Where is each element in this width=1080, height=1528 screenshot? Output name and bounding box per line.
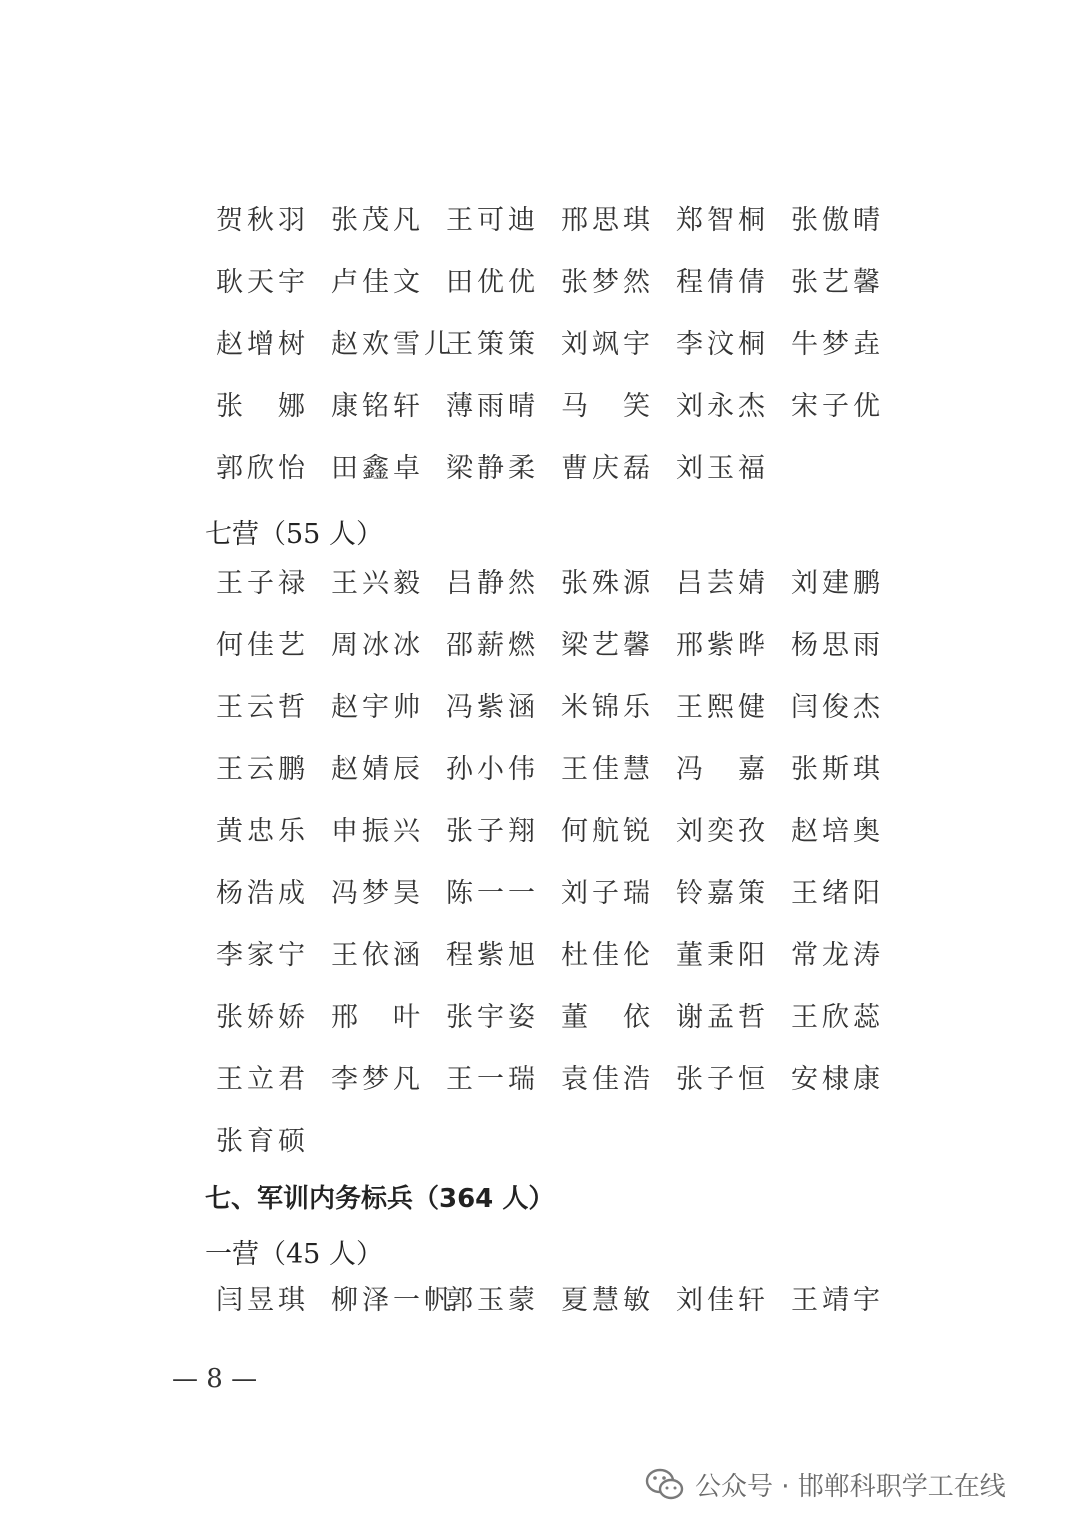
name-cell: 曹庆磊 [561,452,654,484]
name-cell: 闫俊杰 [791,691,884,723]
name-cell: 邵薪燃 [446,629,539,661]
name-row [216,611,906,673]
camp7-heading: 七营（55 人） [205,519,383,550]
name-cell: 袁佳浩 [561,1063,654,1095]
name-cell: 卢佳文 [331,266,424,298]
camp1-name-grid [216,1266,906,1328]
name-cell: 周冰冰 [331,629,424,661]
name-cell: 安棣康 [791,1063,884,1095]
name-cell: 赵宇帅 [331,691,424,723]
name-cell: 李梦凡 [331,1063,424,1095]
name-row [216,434,906,496]
name-cell: 孙小伟 [446,753,539,785]
name-cell: 何航锐 [561,815,654,847]
name-cell: 王策策 [446,328,539,360]
name-cell: 李家宁 [216,939,309,971]
name-cell: 王兴毅 [331,567,424,599]
name-cell: 刘玉福 [676,452,769,484]
name-cell: 何佳艺 [216,629,309,661]
name-cell: 张子翔 [446,815,539,847]
name-cell: 张育硕 [216,1125,309,1157]
name-cell: 柳泽一帆 [331,1284,455,1316]
name-cell: 贺秋羽 [216,204,309,236]
name-cell: 张娇娇 [216,1001,309,1033]
name-cell: 张 娜 [216,390,309,422]
name-cell: 冯紫涵 [446,691,539,723]
name-cell: 吕芸婧 [676,567,769,599]
name-cell: 赵增树 [216,328,309,360]
watermark-text: 公众号 · 邯郸科职学工在线 [695,1472,1006,1502]
name-cell: 邢思琪 [561,204,654,236]
name-cell: 杨浩成 [216,877,309,909]
name-row [216,859,906,921]
name-cell: 铃嘉策 [676,877,769,909]
name-cell: 王绪阳 [791,877,884,909]
name-row [216,673,906,735]
name-cell: 田优优 [446,266,539,298]
name-cell: 王云哲 [216,691,309,723]
name-row [216,1266,906,1328]
name-row [216,310,906,372]
name-cell: 张艺馨 [791,266,884,298]
name-cell: 闫昱琪 [216,1284,309,1316]
name-cell: 程倩倩 [676,266,769,298]
name-cell: 薄雨晴 [446,390,539,422]
name-cell: 张斯琪 [791,753,884,785]
name-cell: 王立君 [216,1063,309,1095]
name-cell: 张殊源 [561,567,654,599]
name-cell: 王一瑞 [446,1063,539,1095]
name-cell: 赵培奥 [791,815,884,847]
name-cell: 王依涵 [331,939,424,971]
name-cell: 董秉阳 [676,939,769,971]
name-cell: 张傲晴 [791,204,884,236]
name-cell: 王子禄 [216,567,309,599]
name-row [216,921,906,983]
name-cell: 梁静柔 [446,452,539,484]
name-row [216,983,906,1045]
name-cell: 王熙健 [676,691,769,723]
name-cell: 刘永杰 [676,390,769,422]
name-cell: 冯梦昊 [331,877,424,909]
name-cell: 杜佳伦 [561,939,654,971]
name-cell: 刘建鹏 [791,567,884,599]
name-cell: 吕静然 [446,567,539,599]
wechat-icon [645,1467,685,1503]
name-cell: 刘子瑞 [561,877,654,909]
watermark [645,1466,1006,1503]
name-cell: 宋子优 [791,390,884,422]
name-cell: 刘佳轩 [676,1284,769,1316]
name-cell: 王靖宇 [791,1284,884,1316]
name-row [216,186,906,248]
name-cell: 梁艺馨 [561,629,654,661]
page-number: — 8 — [172,1364,258,1394]
name-cell: 夏慧敏 [561,1284,654,1316]
name-row [216,549,906,611]
name-cell: 王可迪 [446,204,539,236]
name-cell: 黄忠乐 [216,815,309,847]
name-cell: 谢孟哲 [676,1001,769,1033]
name-cell: 郑智桐 [676,204,769,236]
name-cell: 赵欢雪儿 [331,328,455,360]
name-row [216,1045,906,1107]
name-row [216,372,906,434]
name-cell: 张宇姿 [446,1001,539,1033]
name-cell: 郭玉蒙 [446,1284,539,1316]
name-cell: 马 笑 [561,390,654,422]
name-cell: 康铭轩 [331,390,424,422]
name-cell: 田鑫卓 [331,452,424,484]
name-cell: 刘飒宇 [561,328,654,360]
name-cell: 冯 嘉 [676,753,769,785]
camp1-heading: 一营（45 人） [205,1239,383,1270]
name-cell: 王佳慧 [561,753,654,785]
section6-name-grid [216,186,906,496]
name-cell: 邢 叶 [331,1001,424,1033]
section7-heading: 七、军训内务标兵（364 人） [205,1184,555,1214]
name-row [216,797,906,859]
name-cell: 董 依 [561,1001,654,1033]
name-cell: 陈一一 [446,877,539,909]
name-cell: 王云鹏 [216,753,309,785]
name-cell: 米锦乐 [561,691,654,723]
name-cell: 邢紫晔 [676,629,769,661]
name-cell: 刘奕孜 [676,815,769,847]
name-cell: 郭欣怡 [216,452,309,484]
name-cell: 申振兴 [331,815,424,847]
name-row [216,735,906,797]
name-cell: 张子恒 [676,1063,769,1095]
name-cell: 王欣蕊 [791,1001,884,1033]
name-cell: 张梦然 [561,266,654,298]
name-cell: 常龙涛 [791,939,884,971]
name-cell: 李汶桐 [676,328,769,360]
name-cell: 程紫旭 [446,939,539,971]
name-row [216,248,906,310]
name-cell: 赵婧辰 [331,753,424,785]
name-cell: 牛梦垚 [791,328,884,360]
camp7-name-grid [216,549,906,1169]
name-cell: 张茂凡 [331,204,424,236]
name-cell: 耿天宇 [216,266,309,298]
name-row [216,1107,906,1169]
name-cell: 杨思雨 [791,629,884,661]
